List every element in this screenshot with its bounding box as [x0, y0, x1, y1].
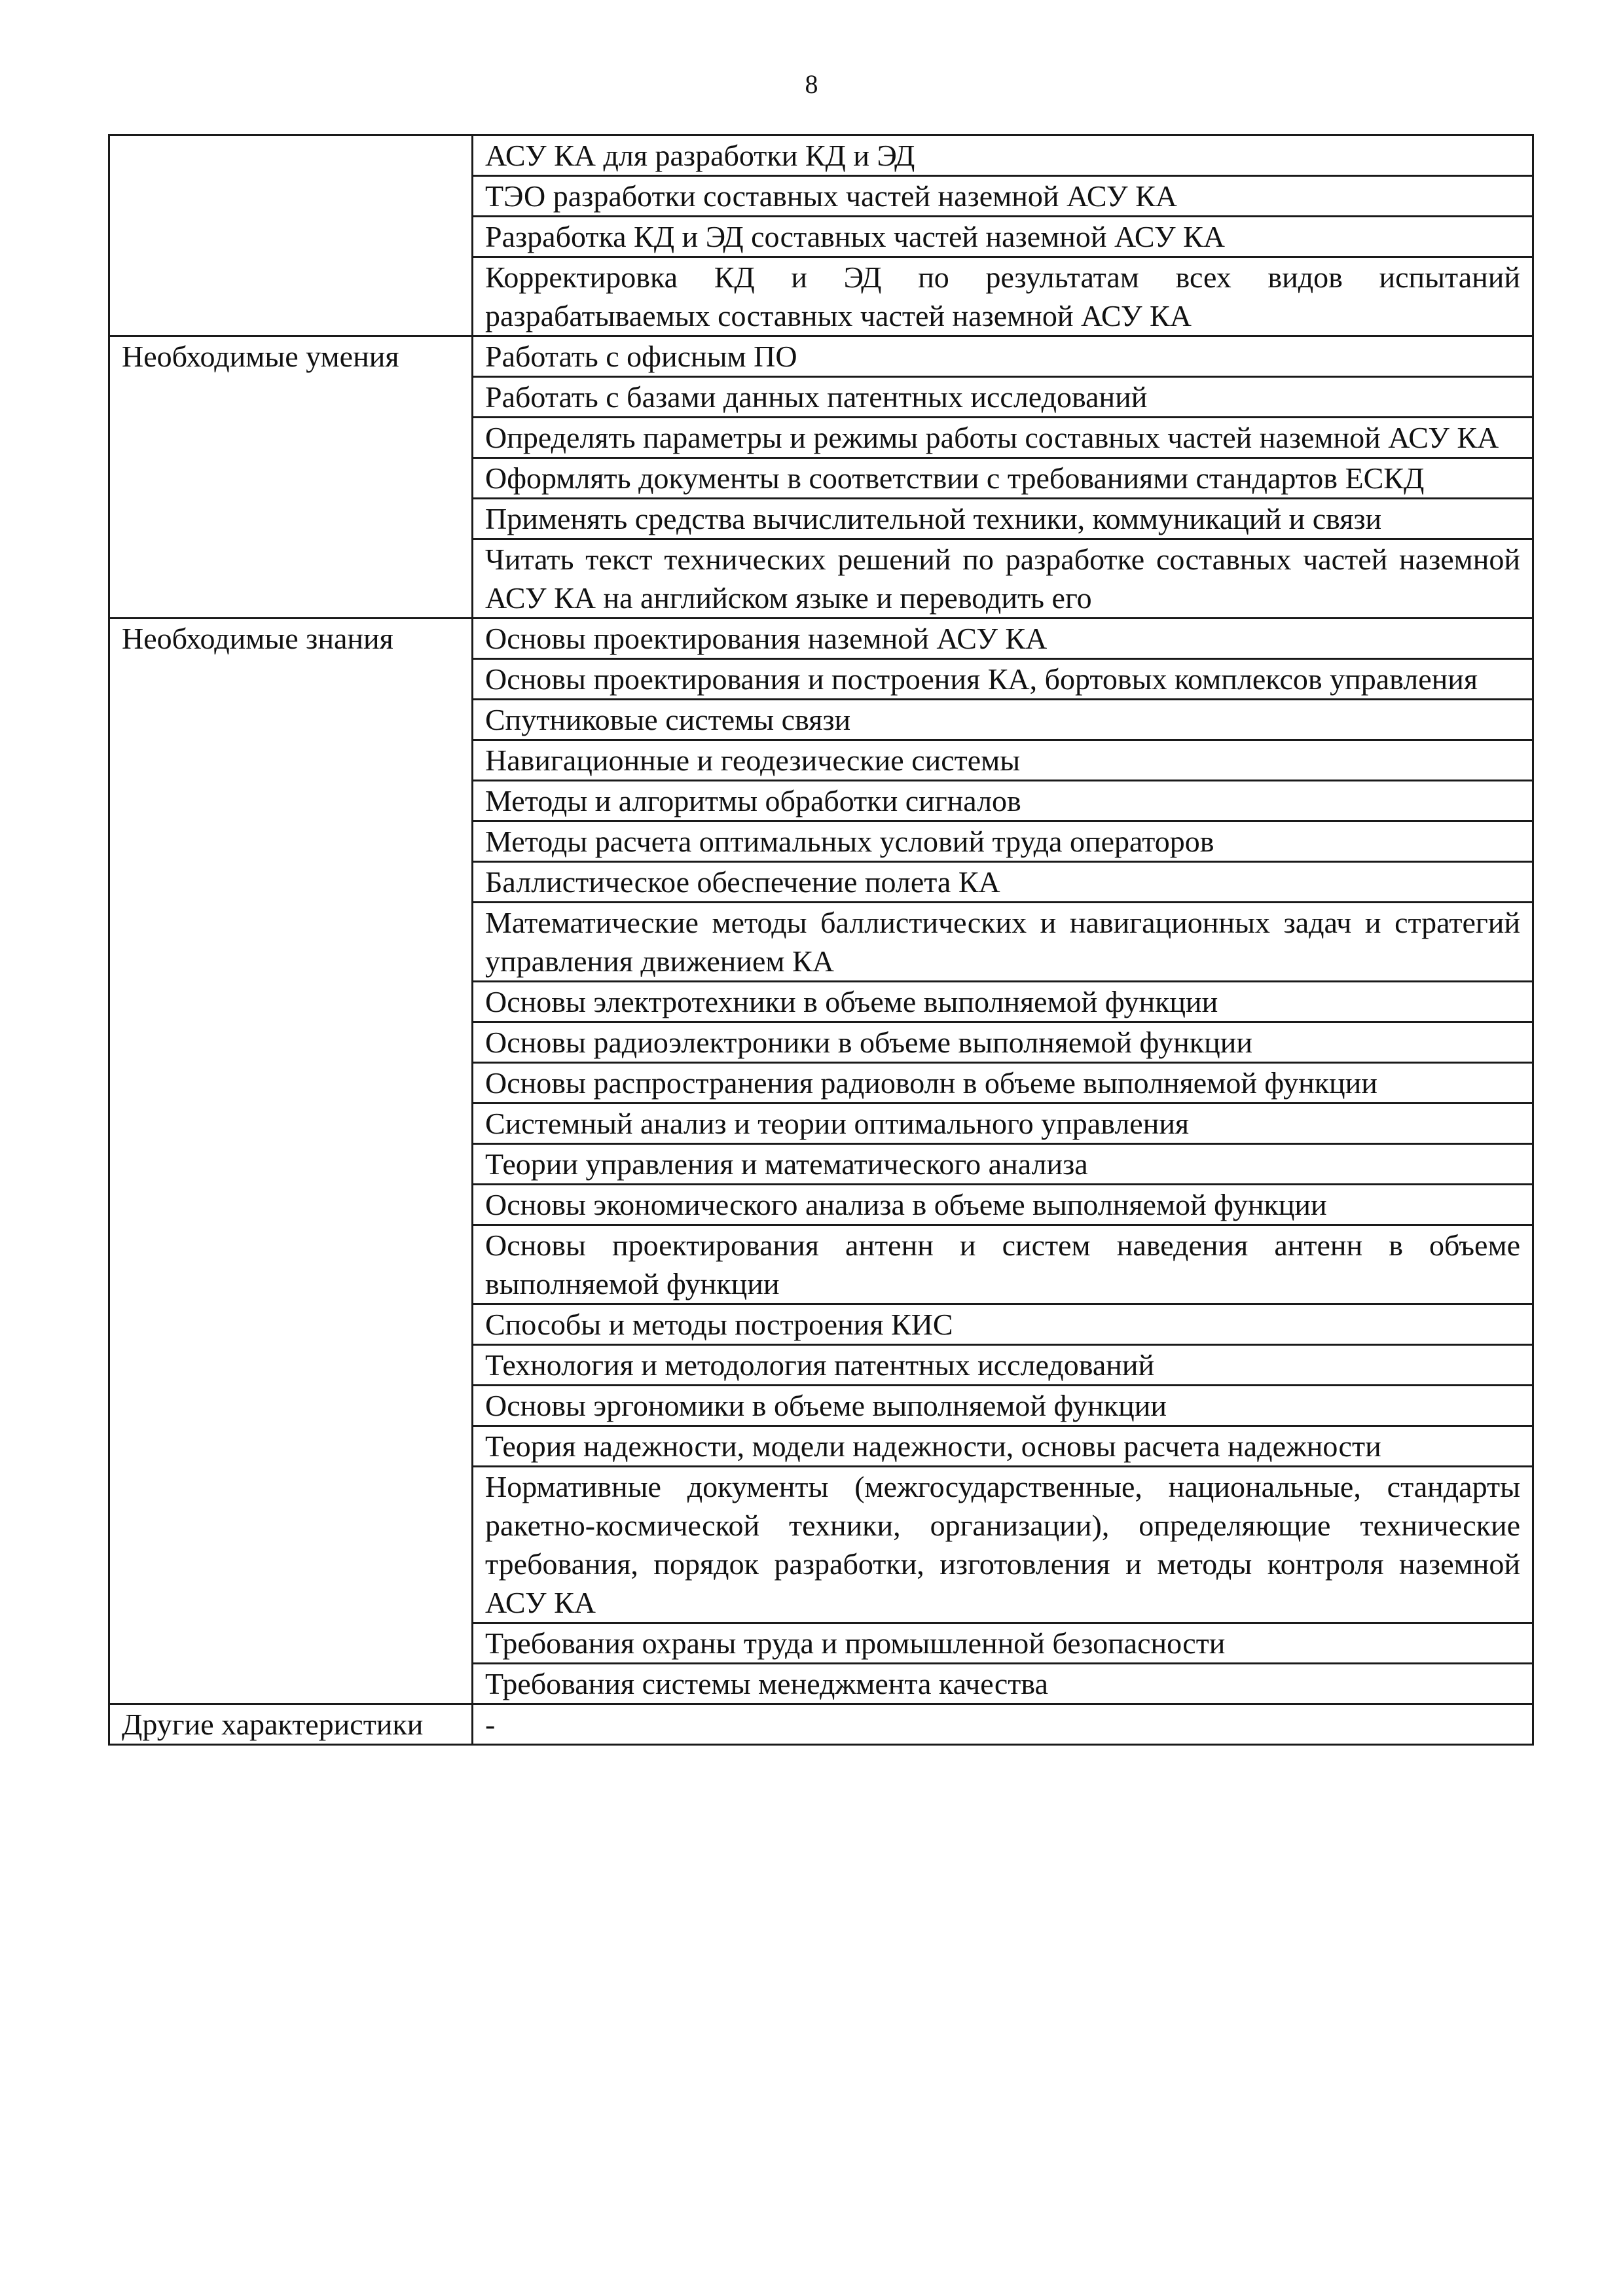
row-label: Другие характеристики: [109, 1704, 473, 1745]
table-row: [109, 418, 1533, 458]
row-value: Основы эргономики в объеме выполняемой функции: [473, 1386, 1533, 1426]
table-row: [109, 1185, 1533, 1225]
row-label-continued: [109, 1103, 473, 1144]
row-label-continued: [109, 781, 473, 821]
table-row: [109, 458, 1533, 499]
row-value: Баллистическое обеспечение полета КА: [473, 862, 1533, 903]
row-label-continued: [109, 700, 473, 740]
table-row: [109, 1103, 1533, 1144]
row-value: Корректировка КД и ЭД по результатам всех видов испытаний разрабатываемых составных частей наземной АСУ КА: [473, 257, 1533, 336]
row-label-continued: [109, 1304, 473, 1345]
row-label-continued: [109, 1144, 473, 1185]
table-row: [109, 1345, 1533, 1386]
table-row: [109, 1664, 1533, 1704]
table-row: [109, 539, 1533, 619]
row-label-continued: [109, 539, 473, 619]
row-label-continued: [109, 821, 473, 862]
row-value: Разработка КД и ЭД составных частей наземной АСУ КА: [473, 217, 1533, 257]
row-value: Системный анализ и теории оптимального управления: [473, 1103, 1533, 1144]
table-row: [109, 257, 1533, 336]
row-label-continued: [109, 377, 473, 418]
row-label-continued: [109, 740, 473, 781]
row-label-continued: [109, 217, 473, 257]
row-label-continued: [109, 257, 473, 336]
table-row: [109, 1704, 1533, 1745]
row-value: Методы расчета оптимальных условий труда операторов: [473, 821, 1533, 862]
row-value: Применять средства вычислительной техники, коммуникаций и связи: [473, 499, 1533, 539]
row-value: Нормативные документы (межгосударственные, национальные, стандарты ракетно-космической техники, организации), определяющие технические требования, порядок разработки, изготовления и методы контроля наземной АСУ КА: [473, 1467, 1533, 1623]
row-label-continued: [109, 499, 473, 539]
row-label-continued: [109, 862, 473, 903]
row-value: Технология и методология патентных исследований: [473, 1345, 1533, 1386]
row-value: ТЭО разработки составных частей наземной АСУ КА: [473, 176, 1533, 217]
row-value: Основы проектирования наземной АСУ КА: [473, 619, 1533, 659]
table-row: [109, 499, 1533, 539]
qualification-table: [108, 134, 1534, 1746]
row-value: Спутниковые системы связи: [473, 700, 1533, 740]
row-value: Теории управления и математического анализа: [473, 1144, 1533, 1185]
table-row: [109, 1022, 1533, 1063]
table-row: [109, 862, 1533, 903]
row-value: Теория надежности, модели надежности, основы расчета надежности: [473, 1426, 1533, 1467]
row-value: Методы и алгоритмы обработки сигналов: [473, 781, 1533, 821]
row-label-continued: [109, 1623, 473, 1664]
row-value: Основы распространения радиоволн в объеме выполняемой функции: [473, 1063, 1533, 1103]
row-label-continued: [109, 1022, 473, 1063]
table-row: [109, 217, 1533, 257]
row-label-continued: [109, 176, 473, 217]
row-label: [109, 135, 473, 176]
table-row: [109, 1426, 1533, 1467]
table-row: [109, 176, 1533, 217]
table-row: [109, 781, 1533, 821]
table-row: [109, 1623, 1533, 1664]
row-value: -: [473, 1704, 1533, 1745]
table-row: [109, 336, 1533, 377]
row-value: Определять параметры и режимы работы составных частей наземной АСУ КА: [473, 418, 1533, 458]
row-value: Основы радиоэлектроники в объеме выполняемой функции: [473, 1022, 1533, 1063]
row-value: Основы проектирования и построения КА, бортовых комплексов управления: [473, 659, 1533, 700]
table-row: [109, 1144, 1533, 1185]
table-row: [109, 821, 1533, 862]
row-label-continued: [109, 1063, 473, 1103]
table-row: [109, 659, 1533, 700]
row-label-continued: [109, 1225, 473, 1304]
table-row: [109, 1386, 1533, 1426]
row-value: Работать с офисным ПО: [473, 336, 1533, 377]
row-value: Работать с базами данных патентных исследований: [473, 377, 1533, 418]
row-value: Оформлять документы в соответствии с требованиями стандартов ЕСКД: [473, 458, 1533, 499]
table-row: [109, 1304, 1533, 1345]
row-label-continued: [109, 1664, 473, 1704]
table-row: [109, 619, 1533, 659]
row-value: Основы экономического анализа в объеме выполняемой функции: [473, 1185, 1533, 1225]
page-number: 8: [805, 69, 818, 99]
row-label-continued: [109, 903, 473, 982]
row-value: Основы электротехники в объеме выполняемой функции: [473, 982, 1533, 1022]
row-label-continued: [109, 1426, 473, 1467]
row-label-continued: [109, 659, 473, 700]
row-label-continued: [109, 418, 473, 458]
table-row: [109, 1063, 1533, 1103]
table-row: [109, 903, 1533, 982]
row-value: АСУ КА для разработки КД и ЭД: [473, 135, 1533, 176]
row-value: Навигационные и геодезические системы: [473, 740, 1533, 781]
row-label-continued: [109, 1467, 473, 1623]
row-label-continued: [109, 458, 473, 499]
table-row: [109, 135, 1533, 176]
table-row: [109, 700, 1533, 740]
row-label-continued: [109, 1345, 473, 1386]
table-row: [109, 1225, 1533, 1304]
row-value: Математические методы баллистических и навигационных задач и стратегий управления движением КА: [473, 903, 1533, 982]
row-label: Необходимые знания: [109, 619, 473, 659]
row-value: Требования системы менеджмента качества: [473, 1664, 1533, 1704]
row-label-continued: [109, 1386, 473, 1426]
table-row: [109, 1467, 1533, 1623]
table-row: [109, 982, 1533, 1022]
row-value: Основы проектирования антенн и систем наведения антенн в объеме выполняемой функции: [473, 1225, 1533, 1304]
row-label: Необходимые умения: [109, 336, 473, 377]
table-row: [109, 740, 1533, 781]
row-value: Способы и методы построения КИС: [473, 1304, 1533, 1345]
row-value: Требования охраны труда и промышленной безопасности: [473, 1623, 1533, 1664]
row-value: Читать текст технических решений по разработке составных частей наземной АСУ КА на английском языке и переводить его: [473, 539, 1533, 619]
row-label-continued: [109, 982, 473, 1022]
table-row: [109, 377, 1533, 418]
row-label-continued: [109, 1185, 473, 1225]
